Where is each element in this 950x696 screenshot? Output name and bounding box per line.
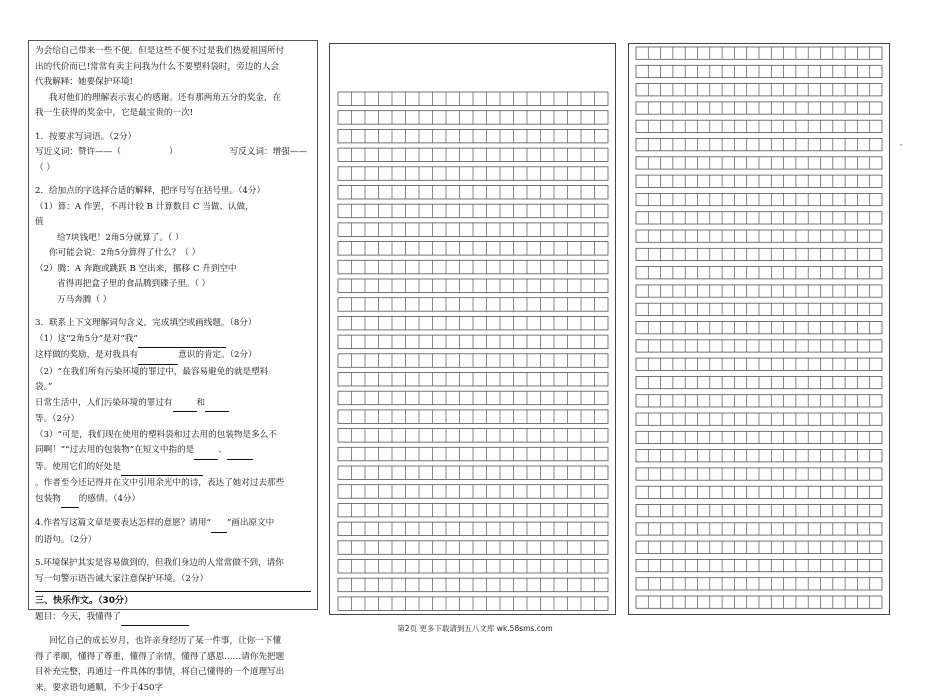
question-2-sentence: 你可能会说：2角5分算得了什么？（ ）: [35, 246, 311, 262]
essay-topic: 题目：今天，我懂得了: [35, 610, 311, 627]
question-3-line: 这样做的奖励，是对我具有 意识的肯定。（2分）: [35, 348, 311, 365]
question-3-line: （3）“可是，我们现在使用的塑料袋和过去用的包装物是多么不: [35, 428, 311, 444]
passage-line: 为会给自己带来一些不便。但是这些不便不过是我们热爱祖国所付: [35, 44, 311, 60]
answer-blank[interactable]: [61, 492, 79, 509]
question-3-line: 同啊！”“过去用的包装物”在短文中指的是 、: [35, 443, 311, 460]
question-5-line: 5.环境保护其实是容易做到的，但我们身边的人常常做不到，请你: [35, 556, 311, 572]
question-3-line: 。作者至今还记得并在文中引用余光中的诗，表达了她对过去那些: [35, 476, 311, 492]
writing-grid-middle[interactable]: [329, 43, 616, 615]
answer-blank[interactable]: [227, 443, 253, 460]
question-2-teng: （2）腾：A 奔跑或跳跃 B 空出来，挪移 C 升到空中: [35, 262, 311, 278]
question-3-line: 袋。”: [35, 380, 311, 396]
answer-blank[interactable]: [121, 460, 203, 477]
answer-blank: [211, 516, 227, 533]
essay-heading: 三、快乐作文。（30分）: [35, 594, 311, 610]
question-3-line: 等。使用它们的好处是: [35, 460, 311, 477]
answer-blank[interactable]: [194, 443, 218, 460]
answer-blank[interactable]: [138, 348, 178, 365]
question-2-sentence: 给7块钱吧！2角5分就算了。（ ）: [35, 231, 311, 247]
question-4-line: 4.作者写这篇文章是要表达怎样的意愿？请用“ ”画出原文中: [35, 516, 311, 533]
passage-line: 我对他们的理解表示衷心的感谢。还有那两角五分的奖金，在: [35, 91, 311, 107]
question-3-line: （2）“在我们所有污染环境的罪过中，最容易避免的就是塑料: [35, 365, 311, 381]
question-3-line: 包装物 的感情。（4分）: [35, 492, 311, 509]
passage-line: 我一生获得的奖金中，它是最宝贵的一次!: [35, 106, 311, 122]
essay-instruction: 目补充完整，再通过一件具体的事情，将自己懂得的一个道理写出: [35, 665, 311, 681]
passage-line: 代我解释：她要保护环境!: [35, 75, 311, 91]
answer-blank[interactable]: [205, 396, 229, 413]
question-3-line: 等。（2分）: [35, 412, 311, 428]
question-1-words: 写近义词：赞许——（ ） 写反义词：增强——: [35, 145, 311, 161]
question-2-sentence: 省得再把盒子里的食品腾到碟子里。（ ）: [35, 277, 311, 293]
question-panel: [28, 40, 318, 610]
question-2-sentence: 万马奔腾（ ）: [35, 293, 311, 309]
question-1-paren: （ ）: [35, 161, 311, 177]
question-5-line: 写一句警示语告诫大家注意保护环境。（2分）: [35, 572, 311, 588]
essay-instruction: 来。要求语句通顺，不少于450字: [35, 681, 311, 696]
margin-mark: ": [900, 144, 903, 151]
question-2-title: 2．给加点的字选择合适的解释，把序号写在括号里。（4分）: [35, 184, 311, 200]
question-4-line: 的语句。（2分）: [35, 533, 311, 549]
question-2-suan-cont: 值: [35, 215, 311, 231]
question-1-title: 1．按要求写词语。（2分）: [35, 130, 311, 146]
essay-instruction: 得了孝顺，懂得了尊重，懂得了亲情，懂得了感恩……请你先把题: [35, 650, 311, 666]
page-footer: 第2页 更多下载请到五八文库 wk.58sms.com: [0, 623, 950, 634]
question-3-line: 日常生活中，人们污染环境的罪过有 和: [35, 396, 311, 413]
passage-line: 出的代价而已!常常有卖主问我为什么不要塑料袋时，旁边的人会: [35, 60, 311, 76]
answer-blank[interactable]: [138, 332, 226, 349]
answer-line[interactable]: [35, 587, 311, 592]
question-3-line: （1）这“2角5分”是对“我”: [35, 332, 311, 349]
question-2-suan: （1）算：A 作罢，不再计较 B 计算数目 C 当做、认做，: [35, 200, 311, 216]
answer-blank[interactable]: [173, 396, 197, 413]
writing-grid-right[interactable]: [628, 43, 890, 615]
essay-instruction: 回忆自己的成长岁月，也许亲身经历了某一件事，让你一下懂: [35, 634, 311, 650]
question-3-title: 3．联系上下文理解词句含义，完成填空或画线题。（8分）: [35, 316, 311, 332]
